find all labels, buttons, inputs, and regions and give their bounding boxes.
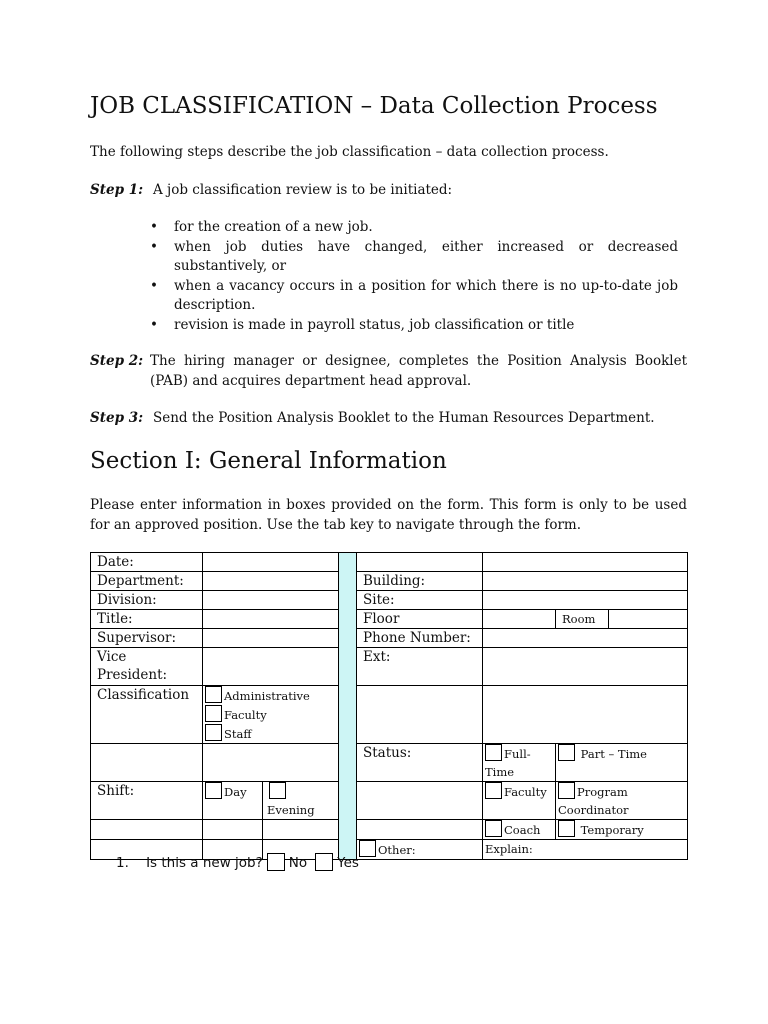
division-label: Division:	[91, 591, 203, 610]
vice-president-label: Vice President:	[91, 648, 203, 686]
column-divider	[339, 553, 357, 860]
no-checkbox[interactable]	[267, 853, 285, 871]
explain-field[interactable]: Explain:	[483, 840, 688, 860]
step-3-label: Step 3:	[90, 410, 144, 426]
step-2-text: The hiring manager or designee, completes the Position Analysis Booklet (PAB) and acquires department head approval.	[150, 353, 687, 389]
blank-label-cell	[91, 744, 203, 782]
list-item: • revision is made in payroll status, job classification or title	[150, 316, 678, 336]
shift-evening-option: Evening	[263, 782, 339, 820]
step-1	[90, 181, 687, 201]
full-time-checkbox[interactable]	[485, 744, 502, 761]
yes-checkbox[interactable]	[315, 853, 333, 871]
supervisor-field[interactable]	[203, 629, 339, 648]
other-checkbox[interactable]	[359, 840, 376, 857]
blank-label-cell	[357, 686, 483, 744]
ext-label: Ext:	[357, 648, 483, 686]
floor-field[interactable]	[483, 610, 556, 629]
supervisor-label: Supervisor:	[91, 629, 203, 648]
coach-checkbox[interactable]	[485, 820, 502, 837]
list-item: • for the creation of a new job.	[150, 218, 678, 238]
intro-text: The following steps describe the job classification – data collection process.	[90, 144, 609, 160]
question-new-job	[116, 853, 359, 873]
ext-field[interactable]	[483, 648, 688, 686]
day-checkbox[interactable]	[205, 782, 222, 799]
shift-day-option: Day	[203, 782, 263, 820]
building-field[interactable]	[483, 572, 688, 591]
date-field[interactable]	[203, 553, 339, 572]
list-item: • when a vacancy occurs in a position for which there is no up-to-date job description.	[150, 277, 678, 313]
bullet-icon: •	[150, 316, 158, 333]
temporary-checkbox[interactable]	[558, 820, 575, 837]
faculty-status-checkbox[interactable]	[485, 782, 502, 799]
full-time-option: Full-Time	[483, 744, 556, 782]
faculty-checkbox[interactable]	[205, 705, 222, 722]
date-label: Date:	[91, 553, 203, 572]
title-label: Title:	[91, 610, 203, 629]
bullet-icon: •	[150, 238, 158, 255]
shift-label: Shift:	[91, 782, 203, 820]
step-1-text: A job classification review is to be initiated:	[153, 182, 453, 198]
floor-label: Floor	[357, 610, 483, 629]
status-label: Status:	[357, 744, 483, 782]
blank-field[interactable]	[483, 686, 688, 744]
program-coordinator-option: Program Coordinator	[556, 782, 688, 820]
other-option: Other:	[357, 840, 483, 860]
general-information-form	[90, 552, 688, 860]
question-text: Is this a new job?	[146, 855, 263, 871]
criteria-list	[150, 218, 678, 335]
temporary-option: Temporary	[556, 820, 688, 840]
phone-number-field[interactable]	[483, 629, 688, 648]
part-time-option: Part – Time	[556, 744, 688, 782]
evening-checkbox[interactable]	[269, 782, 286, 799]
section-instructions: Please enter information in boxes provided on the form. This form is only to be used for an approved position. Use the tab key to navigate through the form.	[90, 497, 687, 533]
blank-field[interactable]	[203, 744, 339, 782]
blank-field[interactable]	[483, 553, 688, 572]
section-title: Section I: General Information	[90, 448, 447, 474]
staff-checkbox[interactable]	[205, 724, 222, 741]
list-item: • when job duties have changed, either increased or decreased substantively, or	[150, 238, 678, 274]
room-field[interactable]	[609, 610, 688, 629]
blank-field[interactable]	[263, 820, 339, 840]
classification-options: Administrative Faculty Staff	[203, 686, 339, 744]
room-label: Room	[556, 610, 609, 629]
coach-option: Coach	[483, 820, 556, 840]
administrative-checkbox[interactable]	[205, 686, 222, 703]
step-1-label: Step 1:	[90, 182, 144, 198]
site-field[interactable]	[483, 591, 688, 610]
department-field[interactable]	[203, 572, 339, 591]
step-3-text: Send the Position Analysis Booklet to the Human Resources Department.	[153, 410, 655, 426]
step-2	[90, 352, 687, 391]
faculty-status-option: Faculty	[483, 782, 556, 820]
blank-label-cell	[357, 820, 483, 840]
bullet-icon: •	[150, 219, 158, 235]
part-time-checkbox[interactable]	[558, 744, 575, 761]
blank-label-cell	[357, 553, 483, 572]
blank-label-cell	[91, 820, 203, 840]
no-label: No	[288, 855, 308, 871]
building-label: Building:	[357, 572, 483, 591]
classification-label: Classification	[91, 686, 203, 744]
site-label: Site:	[357, 591, 483, 610]
step-3	[90, 409, 687, 429]
question-number: 1.	[116, 855, 129, 871]
blank-field[interactable]	[203, 820, 263, 840]
phone-number-label: Phone Number:	[357, 629, 483, 648]
title-field[interactable]	[203, 610, 339, 629]
department-label: Department:	[91, 572, 203, 591]
program-coordinator-checkbox[interactable]	[558, 782, 575, 799]
bullet-icon: •	[150, 277, 158, 294]
yes-label: Yes	[337, 855, 359, 871]
vice-president-field[interactable]	[203, 648, 339, 686]
division-field[interactable]	[203, 591, 339, 610]
blank-label-cell	[357, 782, 483, 820]
step-2-label: Step 2:	[90, 353, 144, 369]
page-title: JOB CLASSIFICATION – Data Collection Process	[90, 93, 658, 119]
